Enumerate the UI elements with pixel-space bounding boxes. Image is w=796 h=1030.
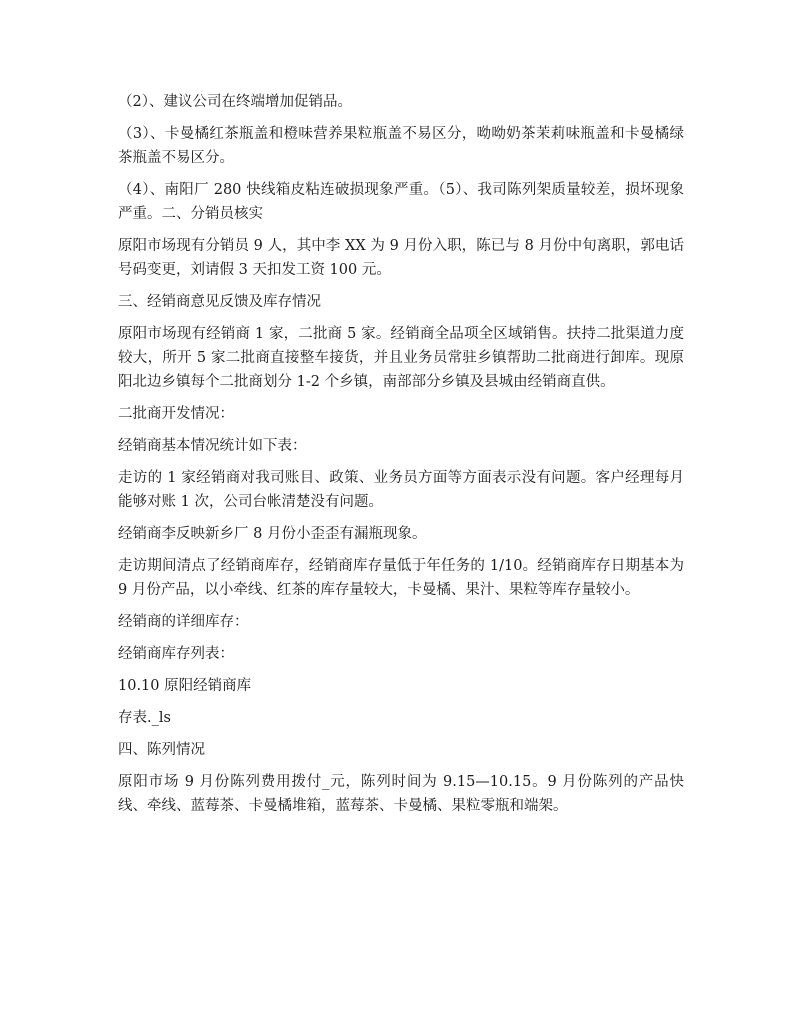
paragraph-inventory-check: 走访期间清点了经销商库存，经销商库存量低于年任务的 1/10。经销商库存日期基本为 9 月份产品，以小牵线、红茶的库存量较大，卡曼橘、果汁、果粒等库存量较小。 — [118, 558, 684, 598]
paragraph-wholesaler-development: 二批商开发情况： — [118, 406, 234, 422]
paragraph-dealer-overview: 原阳市场现有经销商 1 家，二批商 5 家。经销商全品项全区域销售。扶持二批渠道力度较大，所开 5 家二批商直接整车接货，并且业务员常驻乡镇帮助二批商进行卸库。现原阳北边乡镇每个二批商划分 1-2 个乡镇，南部部分乡镇及县城由经销商直供。 — [118, 326, 684, 390]
section-heading-display: 四、陈列情况 — [118, 742, 205, 758]
paragraph-distributor-staff: 原阳市场现有分销员 9 人，其中李 XX 为 9 月份入职，陈已与 8 月份中旬离职，郭电话号码变更，刘请假 3 天扣发工资 100 元。 — [118, 238, 684, 278]
paragraph-dealer-visit: 走访的 1 家经销商对我司账目、政策、业务员方面等方面表示没有问题。客户经理每月能够对账 1 次，公司台帐清楚没有问题。 — [118, 470, 684, 510]
paragraph-inventory-list: 经销商库存列表： — [118, 646, 234, 662]
section-heading-dealer-feedback: 三、经销商意见反馈及库存情况 — [118, 294, 321, 310]
paragraph-inventory-table-title: 10.10 原阳经销商库 — [118, 678, 252, 694]
paragraph-packaging-damage: （4）、南阳厂 280 快线箱皮粘连破损现象严重。（5）、我司陈列架质量较差，损坏现象严重。二、分销员核实 — [118, 182, 684, 222]
paragraph-dealer-stats-intro: 经销商基本情况统计如下表： — [118, 438, 307, 454]
paragraph-display-details: 原阳市场 9 月份陈列费用拨付_元，陈列时间为 9.15—10.15。9 月份陈列的产品快线、牵线、蓝莓茶、卡曼橘堆箱，蓝莓茶、卡曼橘、果粒零瓶和端架。 — [118, 774, 684, 814]
paragraph-inventory-detail: 经销商的详细库存： — [118, 614, 249, 630]
paragraph-leak-report: 经销商李反映新乡厂 8 月份小歪歪有漏瓶现象。 — [118, 526, 427, 542]
document-page — [118, 90, 684, 826]
paragraph-promo-suggestion: （2）、建议公司在终端增加促销品。 — [118, 94, 352, 110]
paragraph-bottle-cap-issue: （3）、卡曼橘红茶瓶盖和橙味营养果粒瓶盖不易区分，呦呦奶茶茉莉味瓶盖和卡曼橘绿茶瓶盖不易区分。 — [118, 126, 684, 166]
paragraph-inventory-table-title-cont: 存表._ls — [118, 710, 171, 726]
